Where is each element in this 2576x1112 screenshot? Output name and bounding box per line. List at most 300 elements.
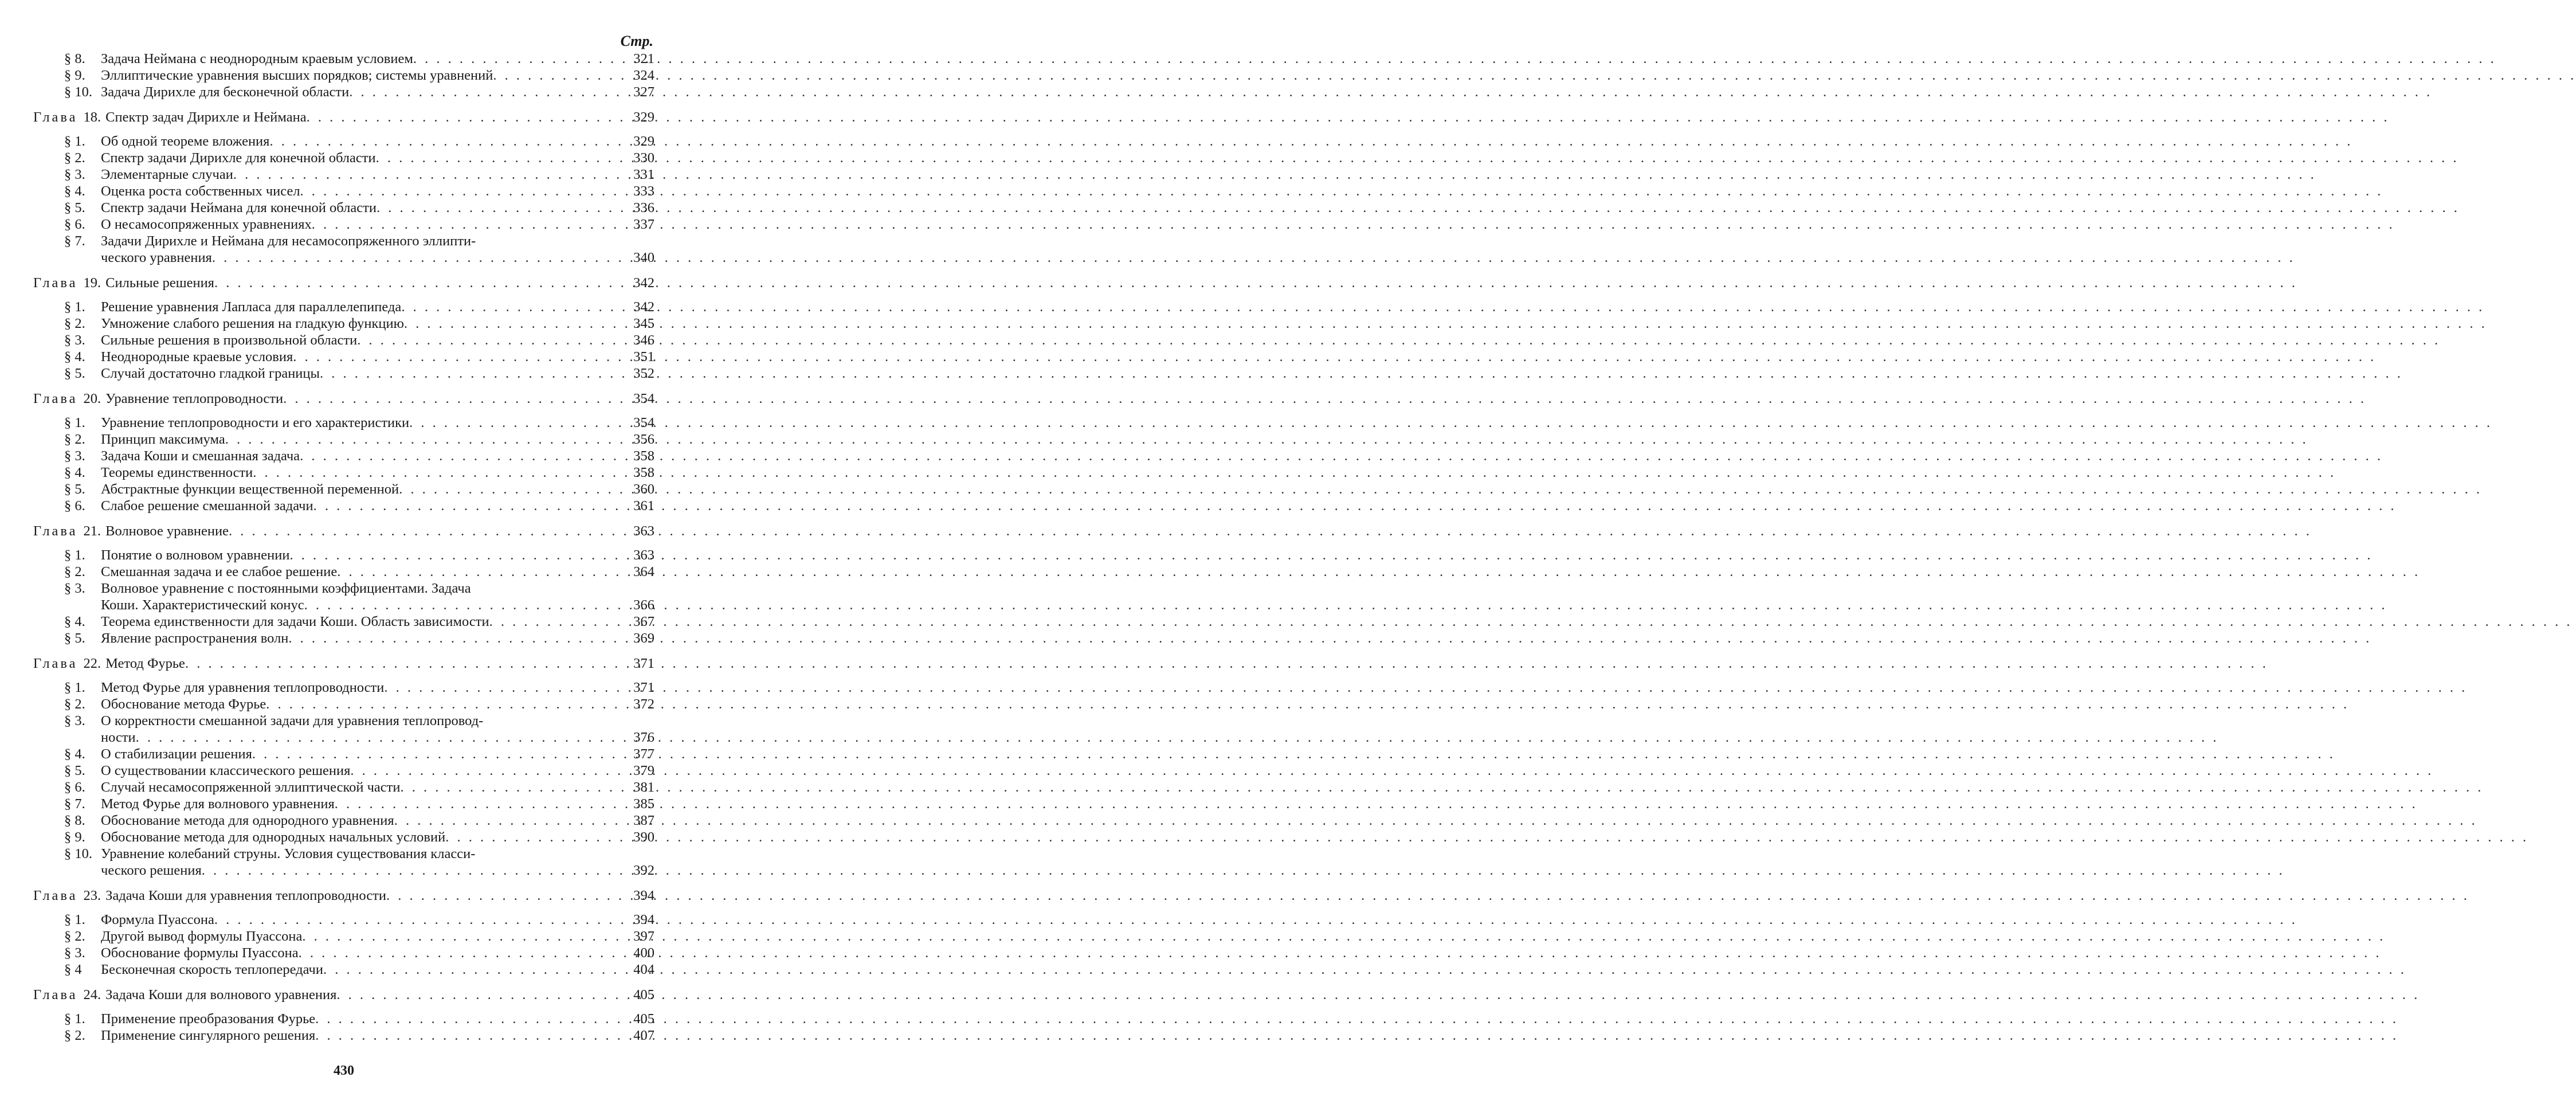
chapter-label: Глава xyxy=(33,656,78,671)
toc-chapter-entry xyxy=(33,655,654,672)
dot-leader xyxy=(409,414,622,431)
toc-section-line-continued xyxy=(64,729,654,746)
section-number: § 4. xyxy=(64,183,85,199)
toc-section-entry xyxy=(33,299,654,315)
chapter-leader xyxy=(33,275,622,291)
dot-leader xyxy=(376,150,622,166)
section-page: 360 xyxy=(633,481,654,497)
section-title: Применение преобразования Фурье xyxy=(101,1011,316,1027)
dot-leader xyxy=(315,1011,622,1027)
section-number: § 5. xyxy=(64,481,85,497)
section-leader xyxy=(64,464,622,481)
toc-section-entry xyxy=(33,133,654,150)
toc-section-entry xyxy=(33,315,654,332)
chapter-leader xyxy=(33,109,622,126)
section-title: Элементарные случаи xyxy=(101,167,233,182)
toc-section-line-continued xyxy=(64,249,654,266)
chapter-page: 329 xyxy=(633,109,654,125)
section-leader xyxy=(101,862,622,879)
section-title: Теорема единственности для задачи Коши. Область зависимости xyxy=(101,614,489,629)
dot-leader xyxy=(233,166,622,183)
dot-leader xyxy=(350,762,622,779)
dot-leader xyxy=(300,183,622,199)
section-page: 407 xyxy=(633,1028,654,1043)
section-title: О корректности смешанной задачи для уравнения теплопровод- xyxy=(101,713,484,729)
dot-leader xyxy=(489,613,622,630)
toc-section-line-continued xyxy=(64,597,654,613)
section-number: § 3. xyxy=(64,332,85,348)
section-page: 333 xyxy=(633,183,654,199)
section-leader xyxy=(64,448,622,464)
dot-leader xyxy=(313,498,622,514)
section-title: Случай достаточно гладкой границы xyxy=(101,366,320,381)
toc-section-entry xyxy=(33,166,654,183)
section-title: Метод Фурье для уравнения теплопроводности xyxy=(101,680,385,695)
section-leader xyxy=(64,431,622,448)
toc-section-entry xyxy=(33,712,654,746)
section-page: 381 xyxy=(633,780,654,795)
section-page: 321 xyxy=(633,51,654,66)
section-page: 397 xyxy=(633,929,654,944)
section-leader xyxy=(64,696,622,712)
section-leader xyxy=(64,365,622,382)
section-title: Сильные решения в произвольной области xyxy=(101,332,358,348)
section-number: § 4. xyxy=(64,746,85,762)
section-page: 394 xyxy=(633,912,654,927)
toc-section-line xyxy=(64,845,654,862)
section-number: § 8. xyxy=(64,51,85,66)
toc-section-entry xyxy=(33,762,654,779)
section-number: § 6. xyxy=(64,217,85,232)
chapter-number: 21. xyxy=(83,523,101,539)
section-title: Спектр задачи Неймана для конечной области xyxy=(101,200,377,216)
dot-leader xyxy=(413,50,622,67)
dot-leader xyxy=(401,299,622,315)
section-leader xyxy=(64,349,622,365)
section-number: § 1. xyxy=(64,912,85,927)
section-page: 404 xyxy=(633,962,654,977)
chapter-leader xyxy=(33,390,622,407)
dot-leader xyxy=(202,862,622,879)
chapter-number: 20. xyxy=(83,391,101,406)
dot-leader xyxy=(304,597,622,613)
toc-section-entry xyxy=(33,365,654,382)
toc-section-entry xyxy=(33,1011,654,1027)
toc-section-entry xyxy=(33,448,654,464)
section-leader xyxy=(64,299,622,315)
section-title: Обоснование метода для однородных начальных условий xyxy=(101,829,446,845)
section-leader xyxy=(64,1011,622,1027)
section-title: Принцип максимума xyxy=(101,432,225,447)
dot-leader xyxy=(320,365,622,382)
section-title: Уравнение теплопроводности и его характеристики xyxy=(101,415,410,430)
section-leader xyxy=(64,779,622,796)
section-page: 324 xyxy=(633,68,654,83)
dot-leader xyxy=(293,349,622,365)
toc-section-entry xyxy=(33,779,654,796)
section-number: § 1. xyxy=(64,547,85,563)
toc-section-entry xyxy=(33,679,654,696)
dot-leader xyxy=(252,746,622,762)
section-title: Умножение слабого решения на гладкую функцию xyxy=(101,316,404,331)
section-number: § 5. xyxy=(64,763,85,778)
section-page: 331 xyxy=(633,167,654,182)
chapter-label: Глава xyxy=(33,888,78,903)
section-number: § 3. xyxy=(64,167,85,182)
section-title: Обоснование метода для однородного уравнения xyxy=(101,813,394,828)
toc-section-entry xyxy=(33,150,654,166)
dot-leader xyxy=(283,390,622,407)
section-number: § 10. xyxy=(64,84,92,100)
chapter-title: Метод Фурье xyxy=(105,656,185,671)
dot-leader xyxy=(445,829,622,845)
section-number: § 5. xyxy=(64,631,85,646)
dot-leader xyxy=(312,216,622,233)
toc-section-entry xyxy=(33,498,654,514)
toc-section-line-continued xyxy=(64,862,654,879)
section-title: Абстрактные функции вещественной переменной xyxy=(101,481,399,497)
section-page: 329 xyxy=(633,134,654,149)
section-title-continued: ческого решения xyxy=(101,863,202,878)
section-number: § 1. xyxy=(64,415,85,430)
chapter-title: Уравнение теплопроводности xyxy=(105,391,284,406)
chapter-label: Глава xyxy=(33,523,78,539)
section-title: Слабое решение смешанной задачи xyxy=(101,498,313,514)
toc-section-entry xyxy=(33,1027,654,1044)
chapter-number: 18. xyxy=(83,109,101,125)
chapter-page: 363 xyxy=(633,523,654,539)
section-number: § 3. xyxy=(64,945,85,961)
section-title: Другой вывод формулы Пуассона xyxy=(101,929,303,944)
section-page: 392 xyxy=(633,863,654,878)
section-page: 400 xyxy=(633,945,654,961)
section-leader xyxy=(101,597,622,613)
section-page: 327 xyxy=(633,84,654,100)
section-number: § 4. xyxy=(64,614,85,629)
chapter-number: 23. xyxy=(83,888,101,903)
section-title: Бесконечная скорость теплопередачи xyxy=(101,962,323,977)
section-leader xyxy=(64,166,622,183)
chapter-number: 24. xyxy=(83,987,101,1003)
toc-chapter-entry xyxy=(33,275,654,291)
chapter-page: 342 xyxy=(633,275,654,291)
dot-leader xyxy=(266,696,622,712)
section-title: Неоднородные краевые условия xyxy=(101,349,293,365)
section-number: § 2. xyxy=(64,150,85,166)
section-leader xyxy=(64,796,622,812)
section-leader xyxy=(64,199,622,216)
dot-leader xyxy=(214,275,622,291)
section-page: 387 xyxy=(633,813,654,828)
section-page: 354 xyxy=(633,415,654,430)
section-leader xyxy=(64,332,622,349)
section-number: § 2. xyxy=(64,1028,85,1043)
section-number: § 4. xyxy=(64,349,85,365)
section-title: Задача Неймана с неоднородным краевым условием xyxy=(101,51,413,66)
section-title-continued: ности xyxy=(101,730,136,745)
toc-section-entry xyxy=(33,84,654,100)
section-leader xyxy=(101,729,622,746)
section-page: 356 xyxy=(633,432,654,447)
section-title: Волновое уравнение с постоянными коэффициентами. Задача xyxy=(101,581,471,596)
section-page: 345 xyxy=(633,316,654,331)
section-title: Задачи Дирихле и Неймана для несамосопряженного эллипти- xyxy=(101,233,476,249)
toc-section-entry xyxy=(33,349,654,365)
section-number: § 5. xyxy=(64,200,85,216)
section-number: § 3. xyxy=(64,581,85,596)
section-page: 340 xyxy=(633,250,654,265)
section-page: 346 xyxy=(633,332,654,348)
toc-chapter-entry xyxy=(33,109,654,126)
section-page: 363 xyxy=(633,547,654,563)
section-page: 405 xyxy=(633,1011,654,1027)
table-of-contents xyxy=(33,50,654,1044)
section-title: Явление распространения волн xyxy=(101,631,289,646)
section-leader xyxy=(64,1027,622,1044)
section-number: § 5. xyxy=(64,366,85,381)
dot-leader xyxy=(493,67,622,84)
section-number: § 10. xyxy=(64,846,92,862)
section-leader xyxy=(64,84,622,100)
section-number: § 1. xyxy=(64,299,85,315)
section-title: Решение уравнения Лапласа для параллелепипеда xyxy=(101,299,402,315)
section-leader xyxy=(64,679,622,696)
section-page: 330 xyxy=(633,150,654,166)
dot-leader xyxy=(290,547,622,563)
toc-chapter-entry xyxy=(33,887,654,904)
section-number: § 7. xyxy=(64,233,85,249)
section-title: О стабилизации решения xyxy=(101,746,252,762)
section-page: 364 xyxy=(633,564,654,580)
section-number: § 6. xyxy=(64,498,85,514)
section-title: Спектр задачи Дирихле для конечной области xyxy=(101,150,376,166)
page-number: 430 xyxy=(334,1063,354,1078)
section-page: 342 xyxy=(633,299,654,315)
section-number: § 1. xyxy=(64,680,85,695)
section-leader xyxy=(64,812,622,829)
section-number: § 9. xyxy=(64,68,85,83)
section-page: 361 xyxy=(633,498,654,514)
toc-section-entry xyxy=(33,199,654,216)
chapter-page: 371 xyxy=(633,656,654,671)
section-title: Обоснование метода Фурье xyxy=(101,696,266,712)
toc-section-entry xyxy=(33,630,654,647)
toc-section-entry xyxy=(33,580,654,613)
toc-section-entry xyxy=(33,50,654,67)
section-number: § 2. xyxy=(64,316,85,331)
dot-leader xyxy=(377,199,622,216)
chapter-label: Глава xyxy=(33,987,78,1003)
section-leader xyxy=(64,945,622,961)
toc-section-entry xyxy=(33,563,654,580)
chapter-page: 405 xyxy=(633,987,654,1003)
section-leader xyxy=(101,249,622,266)
toc-page xyxy=(33,32,654,1098)
dot-leader xyxy=(404,315,622,332)
section-number: § 3. xyxy=(64,448,85,464)
section-leader xyxy=(64,183,622,199)
toc-section-entry xyxy=(33,547,654,563)
page-column-header: Стр. xyxy=(620,33,653,49)
toc-section-entry xyxy=(33,414,654,431)
section-number: § 2. xyxy=(64,432,85,447)
section-title: Обоснование формулы Пуассона xyxy=(101,945,299,961)
toc-section-entry xyxy=(33,481,654,498)
section-leader xyxy=(64,746,622,762)
toc-section-entry xyxy=(33,796,654,812)
chapter-title: Задача Коши для волнового уравнения xyxy=(105,987,337,1003)
section-number: § 1. xyxy=(64,1011,85,1027)
toc-section-entry xyxy=(33,911,654,928)
section-leader xyxy=(64,928,622,945)
section-page: 337 xyxy=(633,217,654,232)
section-number: § 6. xyxy=(64,780,85,795)
toc-section-entry xyxy=(33,332,654,349)
section-leader xyxy=(64,961,622,978)
section-leader xyxy=(64,50,622,67)
dot-leader xyxy=(357,332,622,349)
section-number: § 2. xyxy=(64,696,85,712)
section-leader xyxy=(64,498,622,514)
dot-leader xyxy=(323,961,622,978)
section-title: Понятие о волновом уравнении xyxy=(101,547,290,563)
dot-leader xyxy=(288,630,622,647)
chapter-number: 19. xyxy=(83,275,101,291)
chapter-page: 394 xyxy=(633,888,654,903)
toc-section-entry xyxy=(33,464,654,481)
dot-leader xyxy=(253,464,622,481)
toc-section-line xyxy=(64,580,654,597)
toc-section-entry xyxy=(33,945,654,961)
section-page: 367 xyxy=(633,614,654,629)
section-title: Эллиптические уравнения высших порядков; системы уравнений xyxy=(101,68,493,83)
dot-leader xyxy=(315,1027,622,1044)
dot-leader xyxy=(269,133,622,150)
chapter-leader xyxy=(33,655,622,672)
section-leader xyxy=(64,829,622,845)
dot-leader xyxy=(214,911,622,928)
toc-section-entry xyxy=(33,928,654,945)
section-title: Задача Дирихле для бесконечной области xyxy=(101,84,350,100)
section-page: 358 xyxy=(633,448,654,464)
section-page: 352 xyxy=(633,366,654,381)
section-number: § 1. xyxy=(64,134,85,149)
section-title: Случай несамосопряженной эллиптической части xyxy=(101,780,401,795)
section-title: Формула Пуассона xyxy=(101,912,214,927)
section-number: § 4 xyxy=(64,962,82,977)
section-title: Об одной теореме вложения xyxy=(101,134,270,149)
section-leader xyxy=(64,67,622,84)
section-page: 371 xyxy=(633,680,654,695)
section-page: 376 xyxy=(633,730,654,745)
toc-section-entry xyxy=(33,961,654,978)
section-leader xyxy=(64,414,622,431)
chapter-label: Глава xyxy=(33,275,78,291)
toc-section-entry xyxy=(33,812,654,829)
section-leader xyxy=(64,315,622,332)
chapter-title: Волновое уравнение xyxy=(105,523,229,539)
chapter-label: Глава xyxy=(33,109,78,125)
chapter-leader xyxy=(33,986,622,1003)
chapter-title: Спектр задач Дирихле и Неймана xyxy=(105,109,307,125)
section-number: § 4. xyxy=(64,465,85,480)
toc-chapter-entry xyxy=(33,390,654,407)
dot-leader xyxy=(136,729,622,746)
dot-leader xyxy=(335,796,622,812)
dot-leader xyxy=(307,109,622,126)
section-leader xyxy=(64,216,622,233)
section-title: Применение сингулярного решения xyxy=(101,1028,316,1043)
section-page: 369 xyxy=(633,631,654,646)
dot-leader xyxy=(225,431,622,448)
chapter-page: 354 xyxy=(633,391,654,406)
section-leader xyxy=(64,133,622,150)
section-leader xyxy=(64,911,622,928)
toc-section-entry xyxy=(33,67,654,84)
section-number: § 2. xyxy=(64,929,85,944)
section-title-continued: ческого уравнения xyxy=(101,250,212,265)
section-title: О несамосопряженных уравнениях xyxy=(101,217,312,232)
section-leader xyxy=(64,613,622,630)
section-title: Теоремы единственности xyxy=(101,465,253,480)
dot-leader xyxy=(299,945,622,961)
dot-leader xyxy=(384,679,622,696)
section-title: Метод Фурье для волнового уравнения xyxy=(101,796,335,812)
section-title: Уравнение колебаний струны. Условия существования класси- xyxy=(101,846,476,862)
section-page: 377 xyxy=(633,746,654,762)
chapter-number: 22. xyxy=(83,656,101,671)
section-page: 336 xyxy=(633,200,654,216)
section-title: Оценка роста собственных чисел xyxy=(101,183,300,199)
section-number: § 9. xyxy=(64,829,85,845)
toc-section-entry xyxy=(33,233,654,266)
toc-section-entry xyxy=(33,696,654,712)
chapter-leader xyxy=(33,887,622,904)
toc-section-entry xyxy=(33,746,654,762)
section-leader xyxy=(64,762,622,779)
section-title-continued: Коши. Характеристический конус xyxy=(101,597,304,613)
toc-section-entry xyxy=(33,829,654,845)
dot-leader xyxy=(399,481,622,498)
dot-leader xyxy=(336,986,622,1003)
section-page: 351 xyxy=(633,349,654,365)
chapter-leader xyxy=(33,523,622,539)
section-page: 366 xyxy=(633,597,654,613)
section-page: 385 xyxy=(633,796,654,812)
dot-leader xyxy=(229,523,622,539)
section-number: § 7. xyxy=(64,796,85,812)
toc-chapter-entry xyxy=(33,523,654,539)
dot-leader xyxy=(300,448,622,464)
dot-leader xyxy=(337,563,622,580)
toc-section-entry xyxy=(33,845,654,879)
dot-leader xyxy=(212,249,622,266)
section-leader xyxy=(64,630,622,647)
section-leader xyxy=(64,150,622,166)
section-number: § 3. xyxy=(64,713,85,729)
toc-chapter-entry xyxy=(33,986,654,1003)
toc-section-entry xyxy=(33,431,654,448)
dot-leader xyxy=(386,887,622,904)
section-page: 390 xyxy=(633,829,654,845)
dot-leader xyxy=(349,84,622,100)
dot-leader xyxy=(394,812,622,829)
section-page: 379 xyxy=(633,763,654,778)
section-leader xyxy=(64,547,622,563)
section-number: § 2. xyxy=(64,564,85,580)
section-title: О существовании классического решения xyxy=(101,763,351,778)
toc-section-entry xyxy=(33,613,654,630)
